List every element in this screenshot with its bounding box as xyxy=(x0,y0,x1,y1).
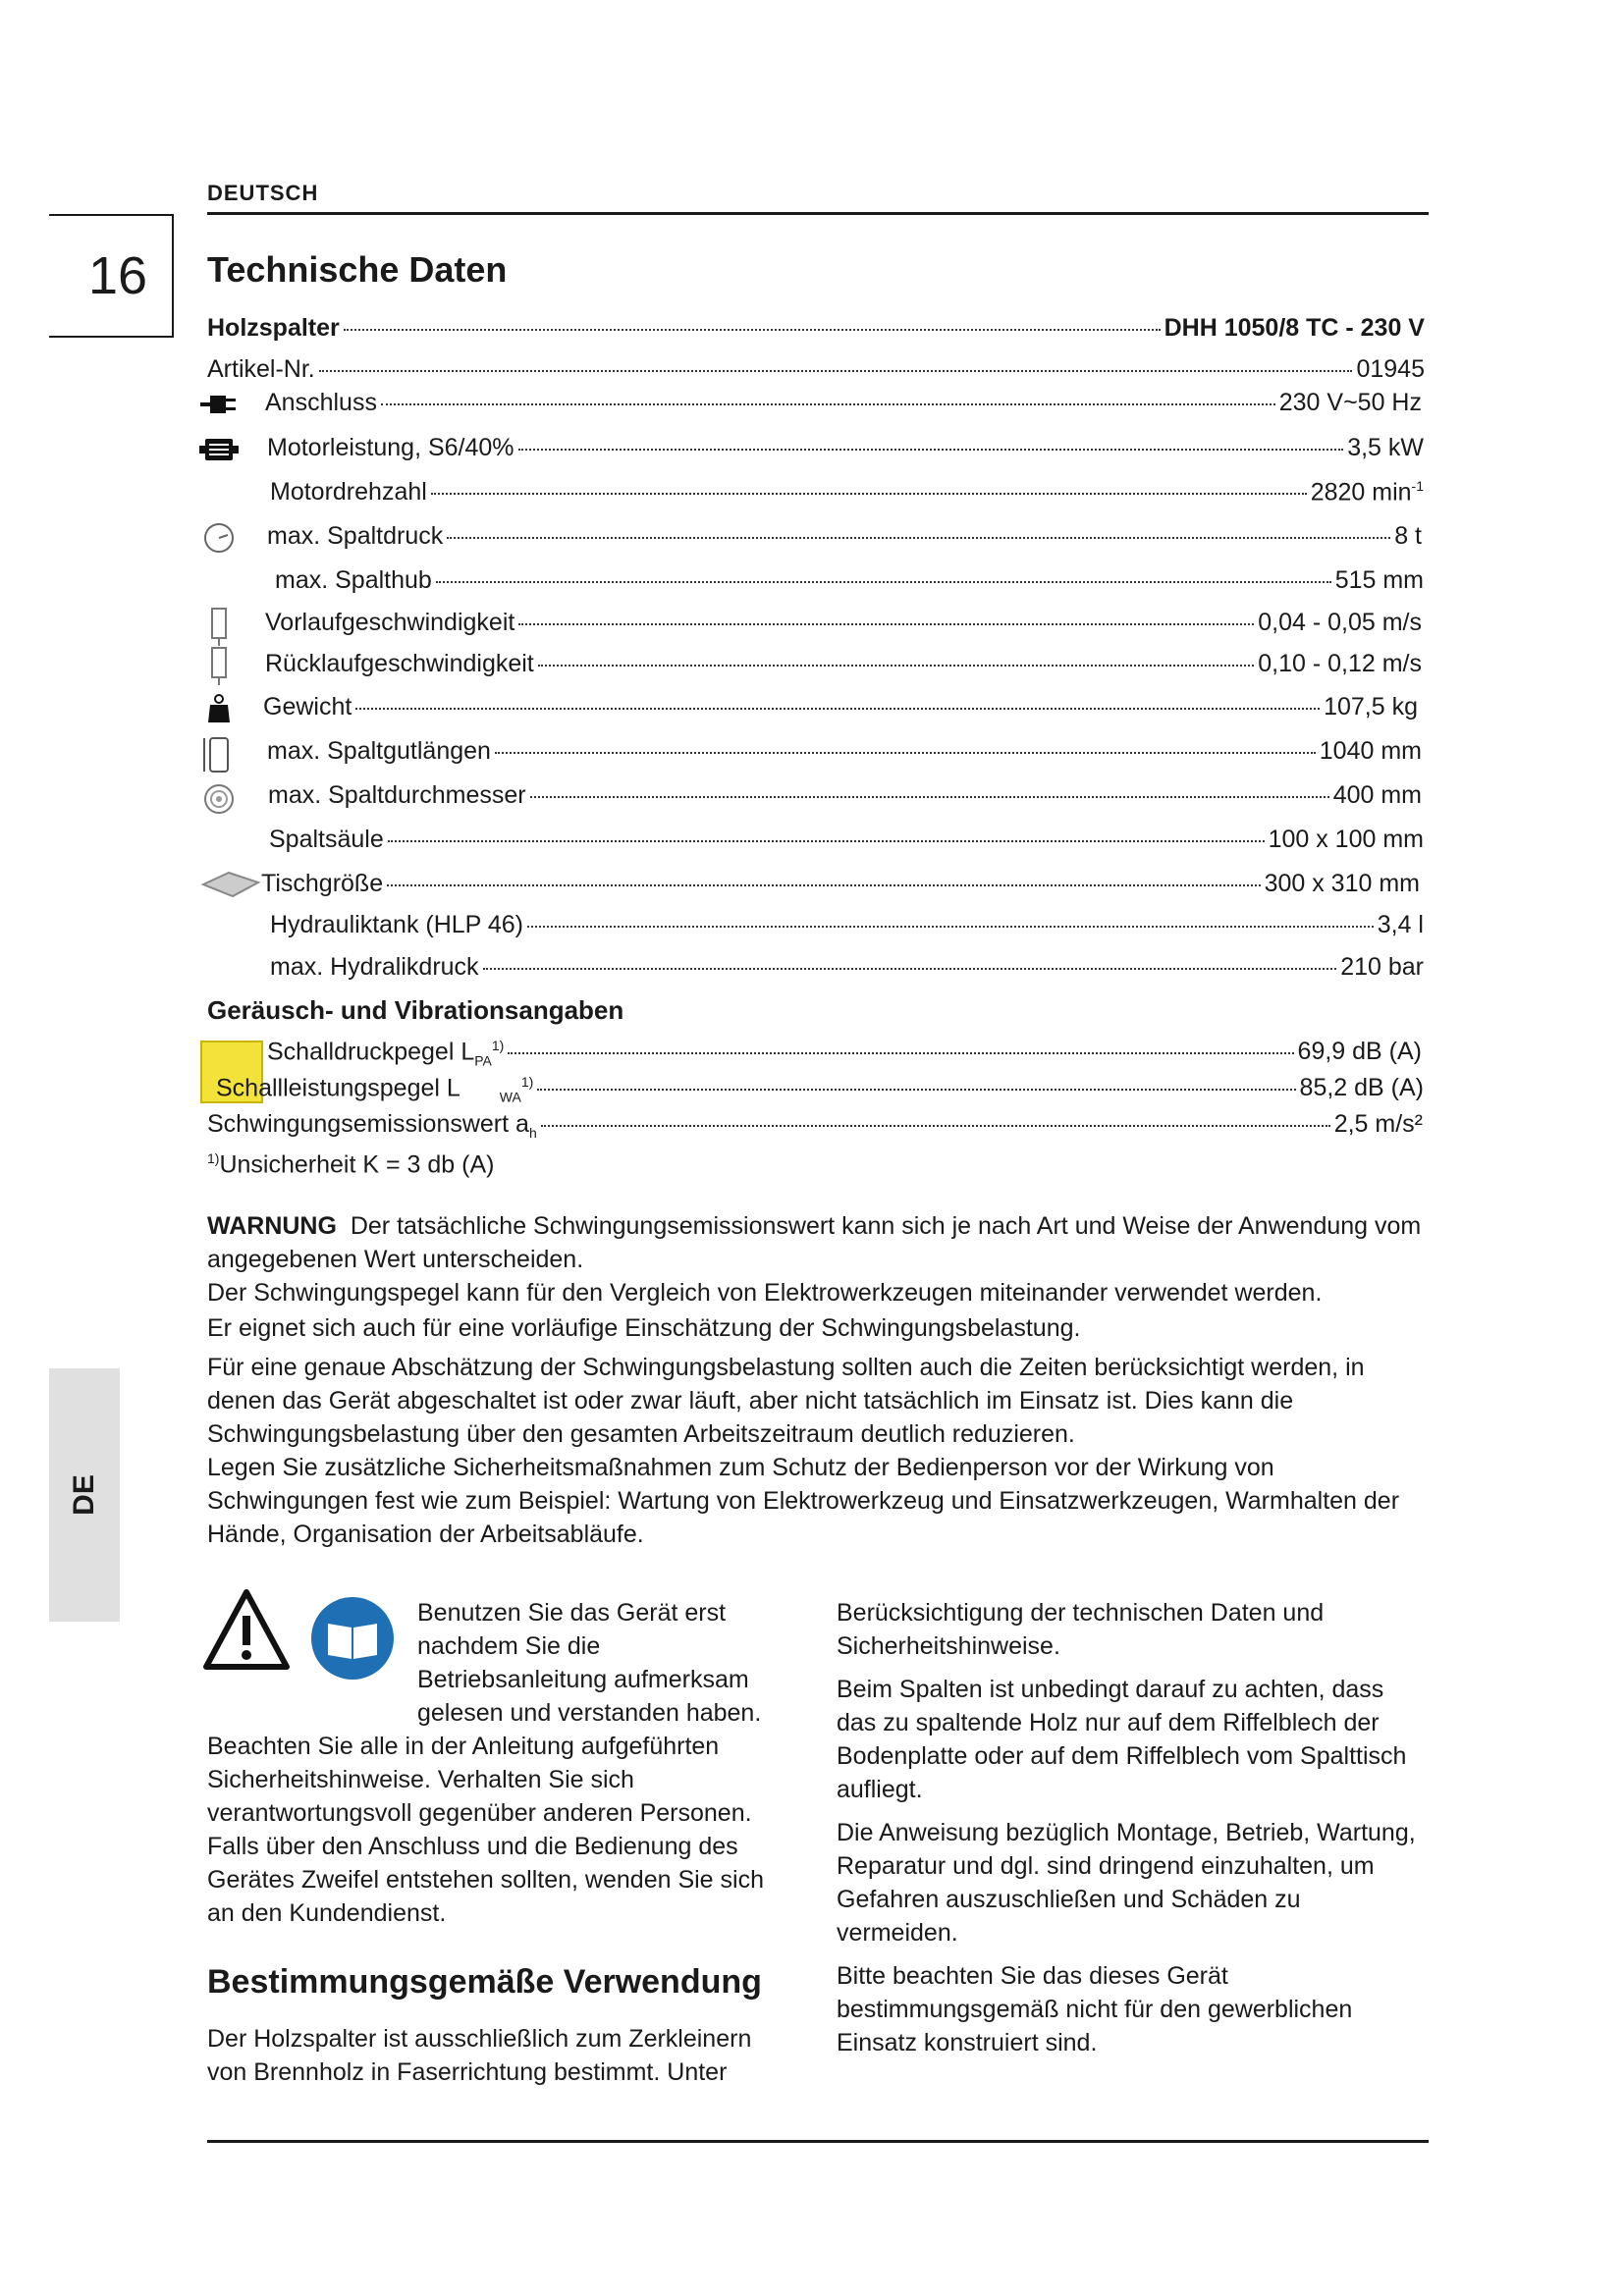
spec-row xyxy=(265,389,1422,422)
spec-row xyxy=(270,953,1424,987)
noise-row xyxy=(267,1038,1422,1071)
leader-dots xyxy=(431,493,1307,495)
spec-value: 107,5 kg xyxy=(1324,693,1418,721)
warning-paragraph xyxy=(207,1209,1435,1276)
table-icon xyxy=(199,868,262,899)
leader-dots xyxy=(518,449,1344,451)
noise-value: 69,9 dB (A) xyxy=(1297,1038,1422,1066)
spec-row xyxy=(261,870,1420,903)
spec-value: 0,04 - 0,05 m/s xyxy=(1258,609,1422,636)
product-model: DHH 1050/8 TC - 230 V xyxy=(1164,314,1425,342)
leader-dots xyxy=(538,665,1254,667)
spec-label: Gewicht xyxy=(263,693,352,721)
warning-paragraph: Legen Sie zusätzliche Sicherheitsmaßnahmen zum Schutz der Bedienperson vor der Wirkung von Schwingungen fest wie zum Beispiel: Wartung von Elektrowerkzeug und Einsatzwerkzeugen, Warmhalten der Hände, Organisation der Arbeitsabläufe. xyxy=(207,1454,1400,1548)
noise-label-text: Schalldruckpegel L xyxy=(267,1038,475,1066)
spec-value: 3,5 kW xyxy=(1347,434,1424,461)
leader-dots xyxy=(530,796,1329,798)
noise-footnote xyxy=(207,1150,494,1179)
spec-label: Artikel-Nr. xyxy=(207,355,315,383)
spec-value: 3,4 l xyxy=(1377,911,1424,938)
spec-value: 400 mm xyxy=(1332,781,1422,809)
spec-label: Hydrauliktank (HLP 46) xyxy=(270,911,523,938)
spec-row xyxy=(275,566,1424,600)
footer-rule xyxy=(207,2140,1429,2143)
leader-dots xyxy=(518,623,1254,625)
noise-label-sup: 1) xyxy=(491,1038,505,1053)
intro-paragraph: Benutzen Sie das Gerät erst nachdem Sie die Betriebsanleitung aufmerksam gelesen und verstanden haben. Beachten Sie alle in der Anleitung aufgeführten Sicherheitshinweise. Verhalten Sie sich verantwortungsvoll gegenüber anderen Personen. xyxy=(207,1599,762,1827)
leader-dots xyxy=(436,581,1331,583)
noise-label-sub: PA xyxy=(474,1052,492,1069)
noise-label-sub: h xyxy=(528,1125,537,1141)
page-number: 16 xyxy=(87,246,148,305)
spec-label: max. Spaltgutlängen xyxy=(267,737,491,765)
warning-paragraph: Er eignet sich auch für eine vorläufige Einschätzung der Schwingungsbelastung. xyxy=(207,1314,1081,1342)
spec-row xyxy=(269,826,1424,859)
noise-section-title: Geräusch- und Vibrationsangaben xyxy=(207,995,624,1025)
leader-dots xyxy=(537,1089,1295,1091)
spec-value-text: 2820 min xyxy=(1310,478,1412,507)
right-paragraph: Die Anweisung bezüglich Montage, Betrieb, Wartung, Reparatur und dgl. sind dringend einzuhalten, um Gefahren auszuschließen und Schäden zu vermeiden. xyxy=(837,1819,1416,1947)
leader-dots xyxy=(387,884,1260,886)
language-side-tab-text: DE xyxy=(68,1474,100,1516)
noise-label-sub: WA xyxy=(499,1089,521,1105)
spec-value: 1040 mm xyxy=(1319,737,1422,765)
right-paragraph: Beim Spalten ist unbedingt darauf zu achten, dass das zu spaltende Holz nur auf dem Riffelblech der Bodenplatte oder auf dem Riffelblech vom Spalttisch aufliegt. xyxy=(837,1676,1407,1803)
spec-row xyxy=(263,693,1418,726)
spec-label: max. Spaltdurchmesser xyxy=(268,781,526,809)
warning-text: Der tatsächliche Schwingungsemissionswert kann sich je nach Art und Weise der Anwendung vom angegebenen Wert unterscheiden. xyxy=(207,1212,1422,1273)
weight-icon xyxy=(199,693,239,724)
spec-row xyxy=(270,911,1424,944)
noise-label xyxy=(207,1110,537,1141)
spec-value: 300 x 310 mm xyxy=(1264,870,1420,897)
leader-dots xyxy=(541,1125,1330,1127)
usage-heading: Bestimmungsgemäße Verwendung xyxy=(207,1963,762,2001)
spec-value: 230 V~50 Hz xyxy=(1278,389,1422,416)
motor-icon xyxy=(199,434,239,465)
spec-label: Spaltsäule xyxy=(269,826,384,853)
product-label: Holzspalter xyxy=(207,314,340,342)
right-paragraph: Bitte beachten Sie das dieses Gerät bestimmungsgemäß nicht für den gewerblichen Einsatz konstruiert sind. xyxy=(837,1962,1353,2056)
spec-value-sup: -1 xyxy=(1411,478,1424,494)
footnote-marker: 1) xyxy=(207,1150,220,1166)
noise-row xyxy=(207,1110,1423,1144)
leader-dots xyxy=(344,329,1161,331)
noise-row xyxy=(216,1074,1424,1107)
noise-label-text: Schallleistungspegel L xyxy=(216,1074,460,1102)
right-column xyxy=(837,1596,1426,2059)
left-column-text xyxy=(207,1596,777,1930)
product-row xyxy=(207,314,1425,347)
warning-label: WARNUNG xyxy=(207,1212,337,1240)
spec-label: Motordrehzahl xyxy=(270,478,427,507)
spec-row xyxy=(267,522,1422,556)
cylinder-icon xyxy=(199,646,239,685)
spec-label: max. Spaltdruck xyxy=(267,522,444,550)
spec-label: max. Hydralikdruck xyxy=(270,953,479,981)
leader-dots xyxy=(495,752,1316,754)
gauge-icon xyxy=(199,522,239,554)
leader-dots xyxy=(355,708,1320,710)
section-title: Technische Daten xyxy=(207,249,508,290)
log-length-icon xyxy=(199,734,239,775)
leader-dots xyxy=(319,370,1353,372)
header-rule xyxy=(207,212,1429,215)
spec-label: Anschluss xyxy=(265,389,377,416)
noise-label xyxy=(267,1038,504,1068)
support-paragraph: Falls über den Anschluss und die Bedienung des Gerätes Zweifel entstehen sollten, wenden Sie sich an den Kundendienst. xyxy=(207,1833,764,1927)
leader-dots xyxy=(388,840,1265,842)
cylinder-icon xyxy=(199,607,239,646)
spec-row xyxy=(267,737,1422,771)
plug-icon xyxy=(199,389,239,420)
right-paragraph: Berücksichtigung der technischen Daten und Sicherheitshinweise. xyxy=(837,1599,1325,1660)
log-diameter-icon xyxy=(199,779,239,819)
spec-row xyxy=(267,434,1424,467)
spec-row xyxy=(207,355,1425,389)
spec-row xyxy=(268,781,1422,815)
noise-label-sup: 1) xyxy=(520,1074,534,1090)
warning-paragraph: Der Schwingungspegel kann für den Vergleich von Elektrowerkzeugen miteinander verwendet werden. xyxy=(207,1279,1323,1307)
spec-label: Rücklaufgeschwindigkeit xyxy=(265,650,534,677)
spec-value: 100 x 100 mm xyxy=(1268,826,1424,853)
leader-dots xyxy=(527,926,1374,928)
noise-label xyxy=(216,1074,533,1104)
warning-paragraph: Für eine genaue Abschätzung der Schwingungsbelastung sollten auch die Zeiten berücksichtigt werden, in denen das Gerät abgeschaltet ist oder zwar läuft, aber nicht tatsächlich im Einsatz ist. Dies kann die Schwingungsbelastung über den gesamten Arbeitszeitraum deutlich reduzieren. xyxy=(207,1354,1365,1448)
spec-value: 210 bar xyxy=(1340,953,1424,981)
leader-dots xyxy=(508,1052,1293,1054)
spec-label: Motorleistung, S6/40% xyxy=(267,434,514,461)
noise-label-text: Schwingungsemissionswert a xyxy=(207,1110,529,1138)
noise-value: 85,2 dB (A) xyxy=(1299,1074,1424,1102)
spec-label: Tischgröße xyxy=(261,870,384,897)
language-side-tab-label xyxy=(49,1368,120,1622)
spec-value: 0,10 - 0,12 m/s xyxy=(1258,650,1422,677)
spec-label: max. Spalthub xyxy=(275,566,432,594)
spec-row xyxy=(265,609,1422,642)
spec-value xyxy=(1311,478,1424,507)
leader-dots xyxy=(381,403,1275,405)
spec-label: Vorlaufgeschwindigkeit xyxy=(265,609,515,636)
noise-value: 2,5 m/s² xyxy=(1333,1110,1423,1138)
usage-paragraph: Der Holzspalter ist ausschließlich zum Zerkleinern von Brennholz in Faserrichtung bestimmt. Unter xyxy=(207,2025,752,2086)
spec-row xyxy=(270,478,1424,511)
spec-value: 01945 xyxy=(1356,355,1425,383)
language-header: DEUTSCH xyxy=(207,181,319,205)
spec-value: 515 mm xyxy=(1334,566,1424,594)
spec-row xyxy=(265,650,1422,683)
leader-dots xyxy=(447,537,1390,539)
leader-dots xyxy=(483,968,1337,970)
icon-float-spacer xyxy=(207,1596,417,1698)
spec-value: 8 t xyxy=(1394,522,1422,550)
footnote-text: Unsicherheit K = 3 db (A) xyxy=(219,1150,495,1179)
